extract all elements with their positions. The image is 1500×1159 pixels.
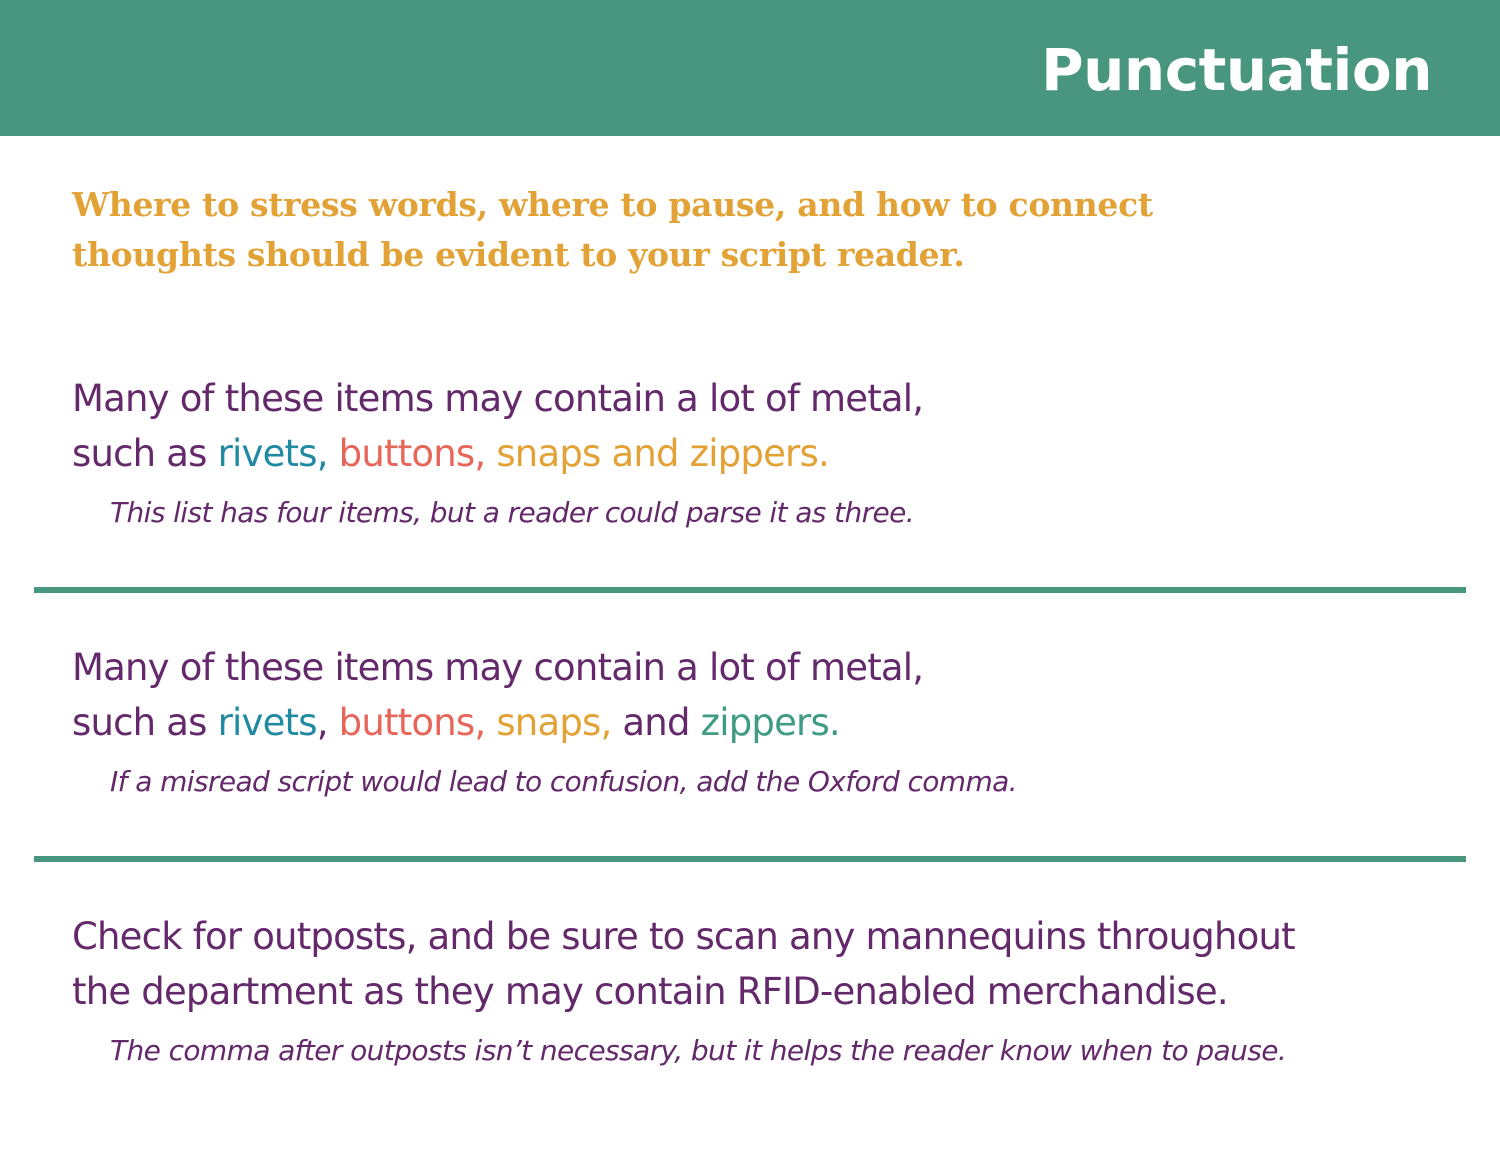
example-1-item-snaps-zippers: snaps and zippers.	[496, 432, 829, 475]
example-2-item-snaps: snaps,	[496, 701, 612, 744]
header-bar	[0, 0, 1500, 136]
example-3-line-1: Check for outposts, and be sure to scan any mannequins throughout	[72, 915, 1295, 958]
divider-1	[34, 587, 1466, 593]
example-1-line-1: Many of these items may contain a lot of metal,	[72, 377, 924, 420]
example-3-note: The comma after outposts isn’t necessary, but it helps the reader know when to pause.	[110, 1034, 1287, 1067]
example-2-text	[72, 640, 1422, 750]
page-title: Punctuation	[1041, 36, 1432, 104]
example-2-item-zippers: zippers.	[700, 701, 840, 744]
example-1-note: This list has four items, but a reader could parse it as three.	[110, 496, 915, 529]
example-2-conjunction: and	[622, 701, 690, 744]
example-2	[72, 640, 1422, 802]
divider-2	[34, 856, 1466, 862]
example-3-text	[72, 909, 1422, 1019]
example-3	[72, 909, 1422, 1071]
example-2-line-1: Many of these items may contain a lot of metal,	[72, 646, 924, 689]
example-2-line-2	[72, 701, 840, 744]
example-2-item-rivets: rivets	[217, 701, 317, 744]
example-2-prefix: such as	[72, 701, 218, 744]
example-1-text	[72, 371, 1422, 481]
subtitle	[72, 180, 1272, 280]
example-2-item-buttons: buttons,	[338, 701, 486, 744]
example-1-item-buttons: buttons,	[338, 432, 486, 475]
example-3-line-2: the department as they may contain RFID-enabled merchandise.	[72, 970, 1228, 1013]
subtitle-line-2: thoughts should be evident to your script reader.	[72, 235, 965, 274]
subtitle-line-1: Where to stress words, where to pause, and how to connect	[72, 185, 1153, 224]
example-2-comma: ,	[316, 701, 328, 744]
example-1-item-rivets: rivets,	[217, 432, 328, 475]
example-1-line-2	[72, 432, 829, 475]
example-1	[72, 371, 1422, 533]
example-1-prefix: such as	[72, 432, 218, 475]
example-2-note: If a misread script would lead to confusion, add the Oxford comma.	[110, 765, 1017, 798]
